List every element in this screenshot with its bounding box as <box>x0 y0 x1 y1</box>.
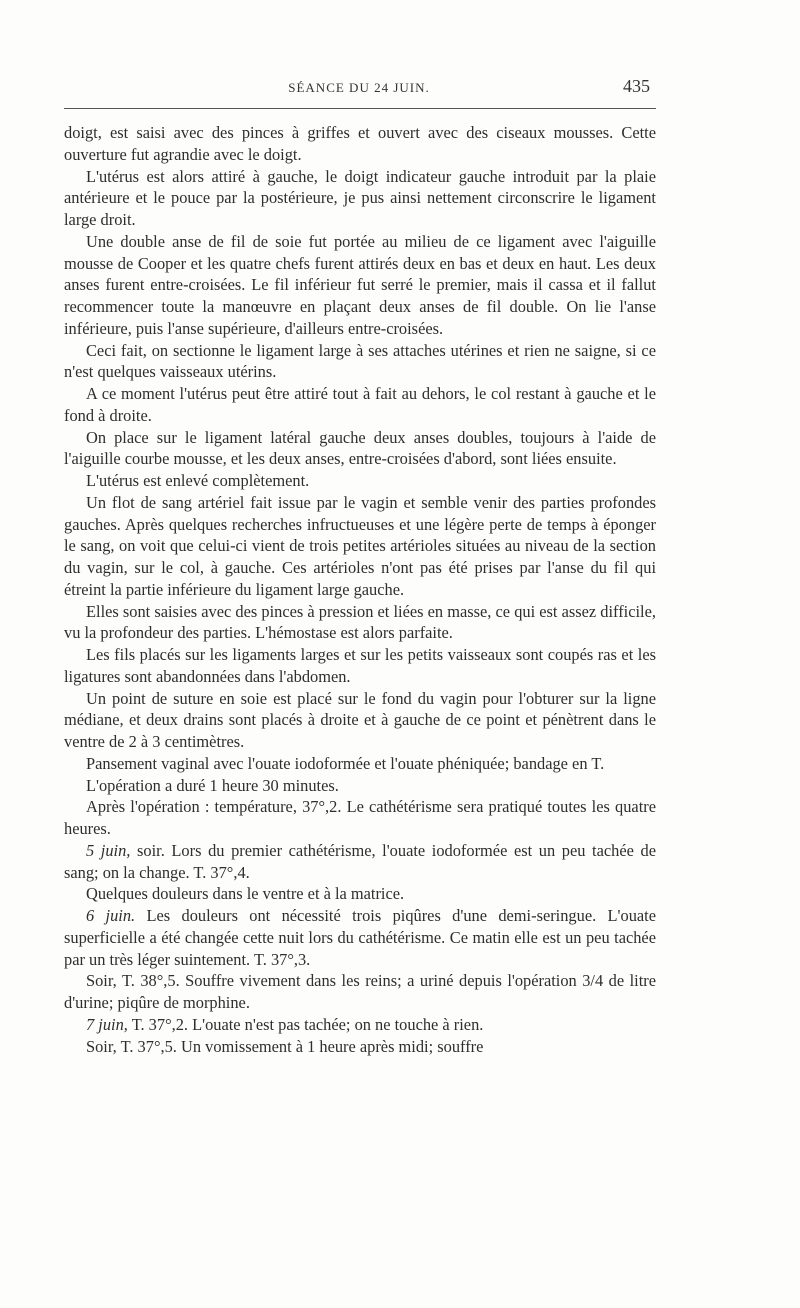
paragraph-text: Après l'opération : température, 37°,2. Le cathétérisme sera pratiqué toutes les quatre heures. <box>64 797 656 838</box>
paragraph <box>64 840 656 884</box>
paragraph <box>64 166 656 231</box>
page-header <box>64 76 654 100</box>
paragraph-text: Les fils placés sur les ligaments larges et sur les petits vaisseaux sont coupés ras et les ligatures sont abandonnées dans l'abdomen. <box>64 645 656 686</box>
paragraph <box>64 644 656 688</box>
paragraph <box>64 1014 656 1036</box>
paragraph <box>64 796 656 840</box>
body-text <box>64 122 656 1057</box>
paragraph-text: Elles sont saisies avec des pinces à pression et liées en masse, ce qui est assez difficile, vu la profondeur des parties. L'hémostase est alors parfaite. <box>64 601 656 643</box>
paragraph <box>64 470 656 492</box>
paragraph-text: T. 37°,2. L'ouate n'est pas tachée; on ne touche à rien. <box>127 1014 484 1034</box>
paragraph-text: L'opération a duré 1 heure 30 minutes. <box>86 775 339 795</box>
paragraph-text: Quelques douleurs dans le ventre et à la matrice. <box>86 884 405 904</box>
paragraph <box>64 340 656 384</box>
header-rule <box>64 108 656 109</box>
paragraph-text: Les douleurs ont nécessité trois piqûres d'une demi-seringue. L'ouate superficielle a été changée cette nuit lors du cathétérisme. Ce matin elle est un peu tachée par un très léger suintement. T. 37°,3. <box>64 906 656 969</box>
paragraph-lead: 6 juin. <box>86 906 136 925</box>
paragraph-text: Ceci fait, on sectionne le ligament large à ses attaches utérines et rien ne saigne, si ce n'est quelques vaisseaux utérins. <box>64 340 656 382</box>
paragraph <box>64 231 656 340</box>
paragraph <box>64 970 656 1014</box>
paragraph-text: L'utérus est alors attiré à gauche, le doigt indicateur gauche introduit par la plaie antérieure et le pouce par la postérieure, je pus ainsi nettement circonscrire le ligament large droit. <box>64 166 656 229</box>
paragraph <box>64 492 656 601</box>
paragraph <box>64 905 656 970</box>
paragraph-text: A ce moment l'utérus peut être attiré tout à fait au dehors, le col restant à gauche et le fond à droite. <box>64 384 656 425</box>
paragraph-text: Un point de suture en soie est placé sur le fond du vagin pour l'obturer sur la ligne médiane, et deux drains sont placés à droite et à gauche de ce point et pénètrent dans le ventre de 2 à 3 centimètres. <box>64 688 656 751</box>
running-title: SÉANCE DU 24 JUIN. <box>288 80 430 95</box>
paragraph <box>64 427 656 471</box>
paragraph-text: Soir, T. 37°,5. Un vomissement à 1 heure après midi; souffre <box>86 1036 484 1056</box>
paragraph-text: On place sur le ligament latéral gauche deux anses doubles, toujours à l'aide de l'aiguille courbe mousse, et les deux anses, entre-croisées d'abord, sont liées ensuite. <box>64 427 656 469</box>
paragraph-text: doigt, est saisi avec des pinces à griffes et ouvert avec des ciseaux mousses. Cette ouverture fut agrandie avec le doigt. <box>64 123 656 164</box>
paragraph <box>64 122 656 166</box>
paragraph-text: Pansement vaginal avec l'ouate iodoformée et l'ouate phéniquée; bandage en T. <box>86 753 605 773</box>
paragraph-text: Un flot de sang artériel fait issue par le vagin et semble venir des parties profondes gauches. Après quelques recherches infructueuses et une légère perte de temps à éponger le sang, on voit que celui-ci vient de trois petites artérioles situées au niveau de la section du vagin, sur le col, à gauche. Ces artérioles n'ont pas été prises par l'anse du fil qui étreint la partie inférieure du ligament large gauche. <box>64 492 656 599</box>
paragraph <box>64 883 656 905</box>
paragraph-text: Une double anse de fil de soie fut portée au milieu de ce ligament avec l'aiguille mousse de Cooper et les quatre chefs furent attirés deux en bas et deux en haut. Les deux anses furent entre-croisées. Le fil inférieur fut serré le premier, mais il cassa et il fallut recommencer toute la manœuvre en plaçant deux anses de fil double. On lie l'anse inférieure, puis l'anse supérieure, d'ailleurs entre-croisées. <box>64 231 656 338</box>
paragraph <box>64 383 656 427</box>
paragraph <box>64 1036 656 1058</box>
paragraph-text: L'utérus est enlevé complètement. <box>86 471 310 490</box>
paragraph-text: soir. Lors du premier cathétérisme, l'ouate iodoformée est un peu tachée de sang; on la change. T. 37°,4. <box>64 840 656 882</box>
paragraph-text: Soir, T. 38°,5. Souffre vivement dans les reins; a uriné depuis l'opération 3/4 de litre d'urine; piqûre de morphine. <box>64 971 656 1012</box>
paragraph-lead: 5 juin, <box>86 840 131 860</box>
paragraph <box>64 753 656 775</box>
paragraph <box>64 601 656 645</box>
page-number: 435 <box>623 76 650 96</box>
paragraph <box>64 775 656 797</box>
paragraph <box>64 688 656 753</box>
paragraph-lead: 7 juin, <box>86 1014 128 1034</box>
